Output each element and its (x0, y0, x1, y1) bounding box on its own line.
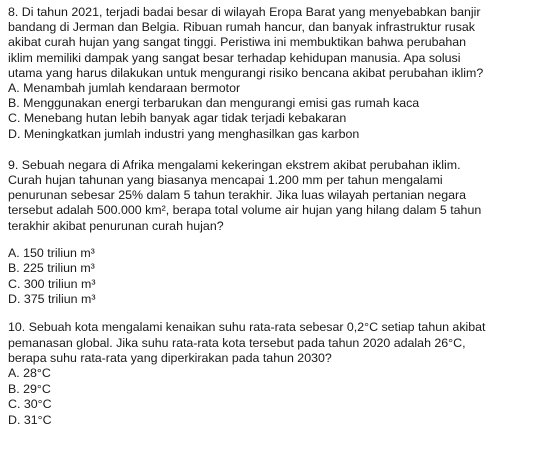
question-8-option-d[interactable]: D. Meningkatkan jumlah industri yang menghasilkan gas karbon (8, 126, 360, 141)
question-10-option-d[interactable]: D. 31°C (8, 412, 52, 427)
question-8-options (8, 81, 539, 142)
question-10-line-1: 10. Sebuah kota mengalami kenaikan suhu rata-rata sebesar 0,2°C setiap tahun akibat (8, 320, 486, 335)
question-10 (8, 320, 539, 428)
question-9 (8, 158, 539, 308)
question-8-option-b[interactable]: B. Menggunakan energi terbarukan dan mengurangi emisi gas rumah kaca (8, 96, 420, 111)
question-8-text (8, 5, 539, 81)
question-8-line-5: utama yang harus dilakukan untuk mengurangi risiko bencana akibat perubahan iklim? (8, 65, 484, 80)
question-9-text (8, 158, 539, 234)
question-9-option-d[interactable]: D. 375 triliun m³ (8, 292, 96, 307)
question-9-option-a[interactable]: A. 150 triliun m³ (8, 245, 95, 260)
question-9-number: 9. (8, 157, 19, 172)
question-10-line-2: pemanasan global. Jika suhu rata-rata kota tersebut pada tahun 2020 adalah 26°C, (8, 335, 466, 350)
question-10-option-a[interactable]: A. 28°C (8, 366, 51, 381)
question-9-line-5: terakhir akibat penurunan curah hujan? (8, 218, 224, 233)
question-8-number: 8. (8, 5, 19, 19)
question-9-option-b[interactable]: B. 225 triliun m³ (8, 261, 95, 276)
question-9-options (8, 246, 539, 308)
question-9-line-2: Curah hujan tahunan yang biasanya mencapai 1.200 mm per tahun mengalami (8, 173, 443, 188)
question-10-number: 10. (8, 320, 26, 335)
question-8-option-c[interactable]: C. Menebang hutan lebih banyak agar tidak terjadi kebakaran (8, 111, 347, 126)
question-10-option-c[interactable]: C. 30°C (8, 397, 52, 412)
question-9-line-1: 9. Sebuah negara di Afrika mengalami kekeringan ekstrem akibat perubahan iklim. (8, 157, 461, 172)
question-9-option-c[interactable]: C. 300 triliun m³ (8, 276, 96, 291)
question-8-line-2: bandang di Jerman dan Belgia. Ribuan rumah hancur, dan banyak infrastruktur rusak (8, 20, 475, 35)
question-10-line-3: berapa suhu rata-rata yang diperkirakan pada tahun 2030? (8, 350, 332, 365)
question-8-line-4: iklim memiliki dampak yang sangat besar terhadap kehidupan manusia. Apa solusi (8, 50, 461, 65)
question-9-line-4: tersebut adalah 500.000 km², berapa total volume air hujan yang hilang dalam 5 tahun (8, 203, 482, 218)
question-8 (8, 5, 539, 142)
question-8-option-a[interactable]: A. Menambah jumlah kendaraan bermotor (8, 81, 241, 96)
question-10-options (8, 366, 539, 428)
question-8-line-1: 8. Di tahun 2021, terjadi badai besar di wilayah Eropa Barat yang menyebabkan banjir (8, 5, 481, 19)
question-8-line-3: akibat curah hujan yang sangat tinggi. Peristiwa ini membuktikan bahwa perubahan (8, 35, 467, 50)
question-9-line-3: penurunan sebesar 25% dalam 5 tahun terakhir. Jika luas wilayah pertanian negara (8, 188, 467, 203)
question-10-option-b[interactable]: B. 29°C (8, 381, 51, 396)
question-10-text (8, 320, 539, 366)
